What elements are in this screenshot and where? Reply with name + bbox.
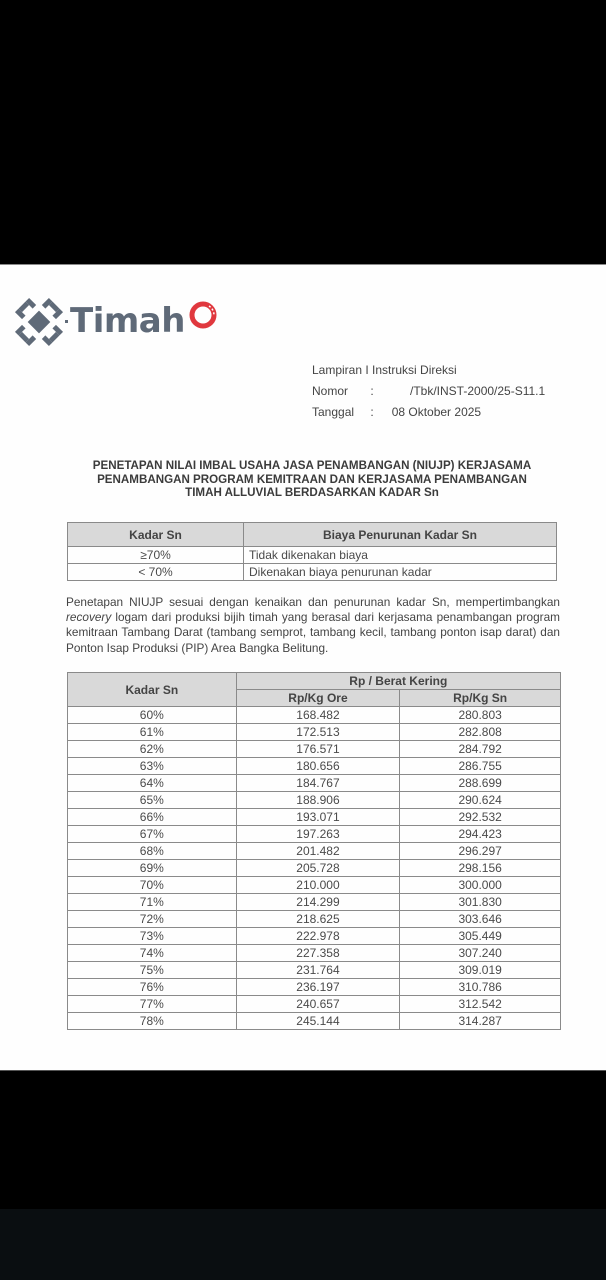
price-ore-cell: 205.728 [236, 860, 400, 877]
price-sn-cell: 300.000 [400, 877, 561, 894]
price-ore-cell: 197.263 [236, 826, 400, 843]
price-table-row [68, 962, 561, 979]
bottom-black-area [0, 1070, 606, 1209]
nomor-label: Nomor [312, 384, 349, 398]
price-sn-cell: 292.532 [400, 809, 561, 826]
price-kadar-cell: 74% [68, 945, 237, 962]
price-table-body [68, 707, 561, 1030]
price-ore-cell: 176.571 [236, 741, 400, 758]
price-table-header-row-1 [68, 673, 561, 690]
price-sn-cell: 301.830 [400, 894, 561, 911]
price-ore-cell: 240.657 [236, 996, 400, 1013]
fee-biaya-cell: Dikenakan biaya penurunan kadar [244, 564, 557, 581]
price-header-ore: Rp/Kg Ore [236, 690, 400, 707]
price-kadar-cell: 63% [68, 758, 237, 775]
logo-ring-icon [185, 297, 221, 333]
price-kadar-cell: 75% [68, 962, 237, 979]
price-sn-cell: 314.287 [400, 1013, 561, 1030]
price-table-row [68, 843, 561, 860]
price-table-row [68, 775, 561, 792]
price-sn-cell: 309.019 [400, 962, 561, 979]
price-kadar-cell: 76% [68, 979, 237, 996]
price-sn-cell: 290.624 [400, 792, 561, 809]
fee-header-kadar: Kadar Sn [68, 523, 244, 547]
document-title [62, 459, 562, 500]
tanggal-value: 08 Oktober 2025 [391, 405, 482, 419]
price-ore-cell: 210.000 [236, 877, 400, 894]
price-sn-cell: 294.423 [400, 826, 561, 843]
price-sn-cell: 310.786 [400, 979, 561, 996]
title-line-1: PENETAPAN NILAI IMBAL USAHA JASA PENAMBANGAN (NIUJP) KERJASAMA [92, 459, 532, 472]
price-kadar-cell: 66% [68, 809, 237, 826]
nomor-colon: : [370, 384, 374, 398]
document-page [0, 264, 606, 1070]
price-ore-cell: 180.656 [236, 758, 400, 775]
price-sn-cell: 296.297 [400, 843, 561, 860]
top-black-area [0, 0, 606, 264]
price-table-row [68, 911, 561, 928]
price-ore-cell: 193.071 [236, 809, 400, 826]
price-ore-cell: 222.978 [236, 928, 400, 945]
price-table-row [68, 724, 561, 741]
price-table-row [68, 945, 561, 962]
fee-table-header [68, 523, 557, 547]
attachment-line: Lampiran I Instruksi Direksi [312, 363, 457, 377]
paragraph-italic: recovery [66, 610, 112, 625]
fee-biaya-cell: Tidak dikenakan biaya [244, 547, 557, 564]
price-kadar-cell: 68% [68, 843, 237, 860]
timah-logo-mark-icon [10, 293, 68, 351]
price-kadar-cell: 69% [68, 860, 237, 877]
price-ore-cell: 172.513 [236, 724, 400, 741]
price-kadar-cell: 64% [68, 775, 237, 792]
price-table-row [68, 1013, 561, 1030]
price-table-row [68, 758, 561, 775]
price-ore-cell: 214.299 [236, 894, 400, 911]
price-header-sn: Rp/Kg Sn [400, 690, 561, 707]
price-ore-cell: 227.358 [236, 945, 400, 962]
paragraph-part-2: logam dari produksi bijih timah yang berasal dari kerjasama penambangan program kemitraan Tambang Darat (tambang semprot, tambang kecil, tambang ponton isap darat) dan Ponton Isap Produksi (PIP) Area Bangka Belitung. [66, 610, 560, 655]
title-line-3: TIMAH ALLUVIAL BERDASARKAN KADAR Sn [185, 486, 439, 499]
price-sn-cell: 284.792 [400, 741, 561, 758]
navigation-bar [0, 1209, 606, 1280]
tanggal-label: Tanggal [312, 405, 355, 419]
price-kadar-cell: 65% [68, 792, 237, 809]
fee-table-row [68, 564, 557, 581]
tanggal-line [312, 405, 481, 426]
price-ore-cell: 231.764 [236, 962, 400, 979]
fee-kadar-cell: < 70% [68, 564, 244, 581]
price-sn-cell: 312.542 [400, 996, 561, 1013]
price-ore-cell: 201.482 [236, 843, 400, 860]
price-ore-cell: 184.767 [236, 775, 400, 792]
price-table-row [68, 792, 561, 809]
price-kadar-cell: 72% [68, 911, 237, 928]
price-table-row [68, 996, 561, 1013]
price-sn-cell: 305.449 [400, 928, 561, 945]
price-table-row [68, 877, 561, 894]
price-kadar-cell: 61% [68, 724, 237, 741]
price-table [67, 672, 561, 1030]
price-kadar-cell: 77% [68, 996, 237, 1013]
price-sn-cell: 280.803 [400, 707, 561, 724]
price-sn-cell: 288.699 [400, 775, 561, 792]
price-sn-cell: 307.240 [400, 945, 561, 962]
fee-table [67, 522, 557, 581]
price-kadar-cell: 73% [68, 928, 237, 945]
price-kadar-cell: 67% [68, 826, 237, 843]
nomor-value: /Tbk/INST-2000/25-S11.1 [410, 384, 546, 398]
price-table-row [68, 707, 561, 724]
price-table-row [68, 860, 561, 877]
tanggal-colon: : [370, 405, 374, 419]
document-reference [312, 363, 546, 426]
price-sn-cell: 303.646 [400, 911, 561, 928]
price-sn-cell: 298.156 [400, 860, 561, 877]
price-sn-cell: 286.755 [400, 758, 561, 775]
logo-wordmark: Timah [70, 301, 185, 341]
fee-kadar-cell: ≥70% [68, 547, 244, 564]
paragraph-part-1: Penetapan NIUJP sesuai dengan kenaikan dan penurunan kadar Sn, mempertimbangkan [66, 595, 560, 609]
price-sn-cell: 282.808 [400, 724, 561, 741]
price-ore-cell: 188.906 [236, 792, 400, 809]
price-table-row [68, 979, 561, 996]
nomor-line [312, 384, 546, 405]
description-paragraph [66, 595, 560, 656]
price-ore-cell: 245.144 [236, 1013, 400, 1030]
price-table-row [68, 826, 561, 843]
price-kadar-cell: 71% [68, 894, 237, 911]
price-table-row [68, 741, 561, 758]
title-line-2: PENAMBANGAN PROGRAM KEMITRAAN DAN KERJASAMA PENAMBANGAN [97, 472, 527, 486]
price-table-row [68, 894, 561, 911]
price-ore-cell: 168.482 [236, 707, 400, 724]
price-kadar-cell: 78% [68, 1013, 237, 1030]
price-kadar-cell: 62% [68, 741, 237, 758]
price-kadar-cell: 70% [68, 877, 237, 894]
price-header-group: Rp / Berat Kering [236, 673, 560, 690]
price-ore-cell: 236.197 [236, 979, 400, 996]
price-header-kadar: Kadar Sn [68, 673, 237, 707]
fee-table-row [68, 547, 557, 564]
price-ore-cell: 218.625 [236, 911, 400, 928]
fee-header-biaya: Biaya Penurunan Kadar Sn [244, 523, 557, 547]
price-kadar-cell: 60% [68, 707, 237, 724]
price-table-row [68, 928, 561, 945]
price-table-row [68, 809, 561, 826]
